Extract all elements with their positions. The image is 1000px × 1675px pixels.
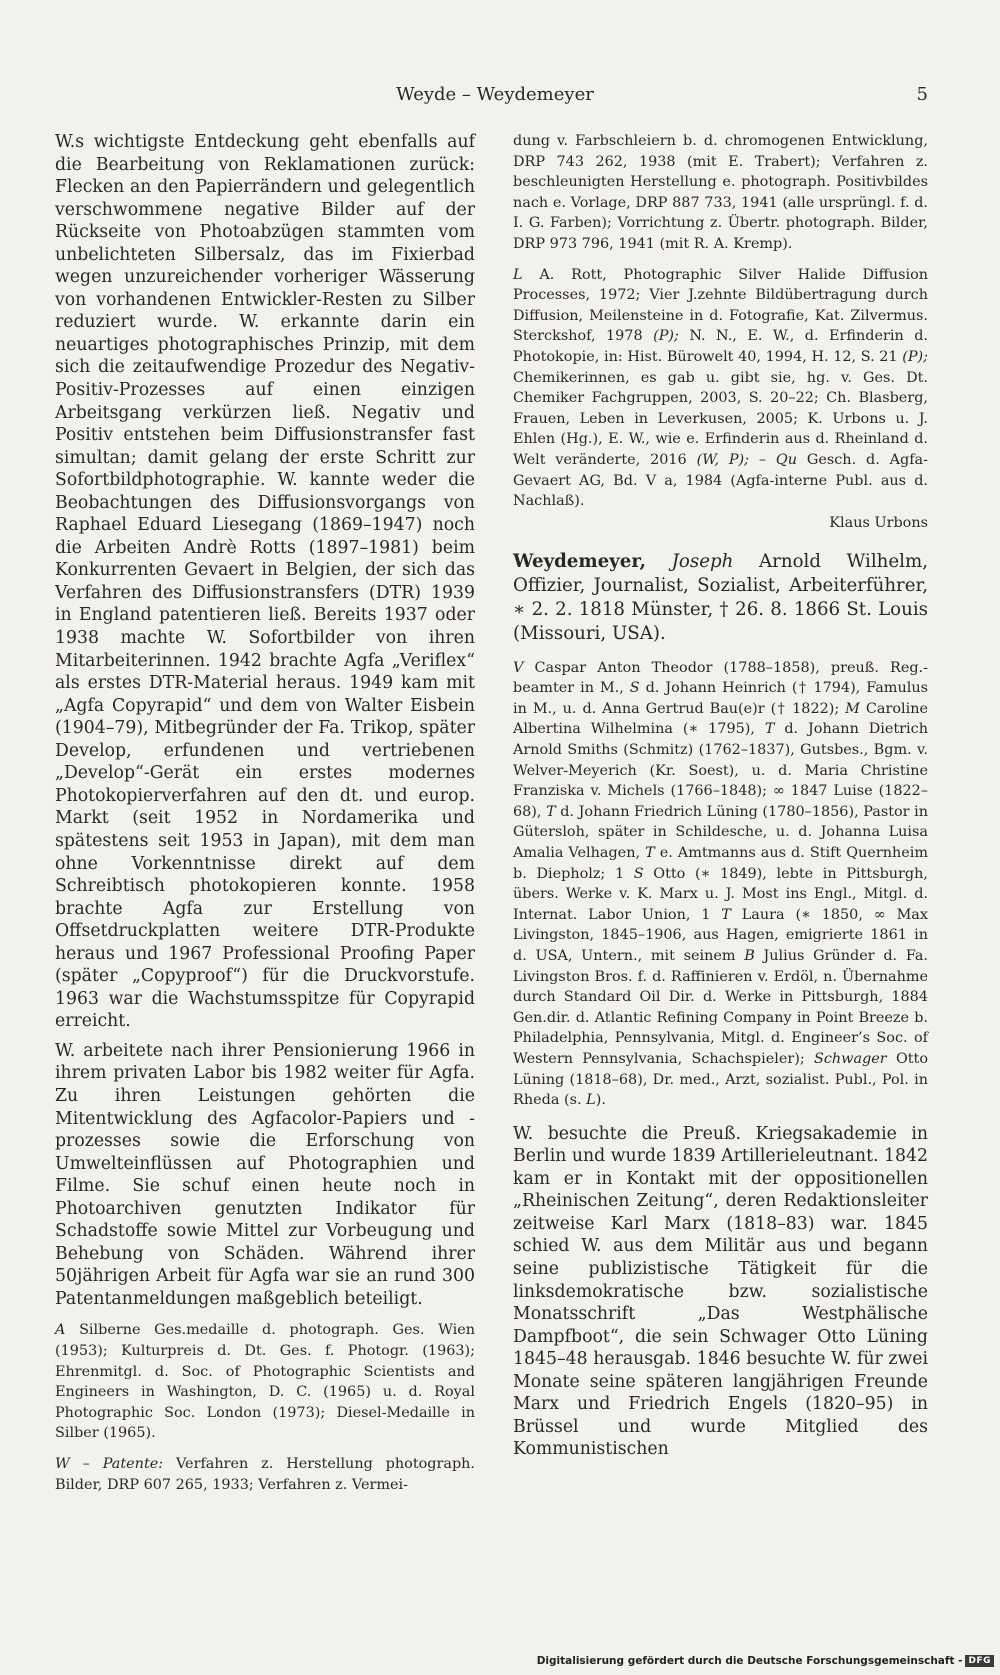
genealogy-marker: T: [764, 721, 775, 738]
works-section: [55, 1454, 475, 1495]
genealogy-text: Laura (∗ 1850, ∞ Max Livingston, 1845–1906, aus Hagen, emigrierte 1861 in d. USA, Untern., mit seinem: [513, 906, 928, 964]
genealogy-section: [513, 658, 928, 1111]
genealogy-marker: T: [546, 803, 556, 820]
running-head: [0, 84, 1000, 108]
lemma-surname: Weydemeyer,: [513, 550, 646, 572]
footer-text: Digitalisierung gefördert durch die Deutsche Forschungsgemeinschaft -: [536, 1655, 963, 1667]
works-marker: W – Patente:: [55, 1456, 164, 1472]
genealogy-text: Julius Gründer d. Fa. Livingston Bros. f. d. Raffinieren v. Erdöl, n. Übernahme durch Standard Oil Dir. d. Werke in Pittsburgh, 1884 Gen.dir. d. Atlantic Refining Company in Point Breeze b. Philadelphia, Pennsylvania, Mitgl. d. Engineer’s Soc. of Western Pennsylvania, Schachspieler);: [513, 948, 928, 1067]
page-number: 5: [916, 84, 928, 105]
dfg-logo: DFG: [965, 1655, 994, 1667]
genealogy-marker: S: [629, 680, 640, 697]
literature-marker: L: [513, 266, 523, 283]
article-author: Klaus Urbons: [829, 514, 928, 531]
left-column: [55, 131, 475, 1495]
running-title: Weyde – Weydemeyer: [396, 84, 594, 105]
awards-text: Silberne Ges.medaille d. photograph. Ges. Wien (1953); Kulturpreis d. Dt. Ges. f. Photogr. (1963); Ehrenmitgl. d. Soc. of Photographic Scientists and Engineers in Washington, D. C. (1965) u. d. Royal Photographic Soc. London (1973); Diesel-Medaille in Silber (1965).: [55, 1322, 476, 1442]
genealogy-text: d. Johann Friedrich Lüning (1780–1856), Pastor in Gütersloh, später in Schildesche, u. d. Johanna Luisa Amalia Velhagen,: [513, 803, 929, 862]
works-text: Verfahren z. Herstellung photograph. Bilder, DRP 607 265, 1933; Verfahren z. Vermei-: [55, 1456, 475, 1493]
genealogy-text: Otto Lüning (1818–68), Dr. med., Arzt, sozialist. Publ., Pol. in Rheda (s.: [513, 1050, 928, 1109]
awards-marker: A: [55, 1322, 66, 1339]
awards-section: [55, 1320, 475, 1444]
body-paragraph-2: W. arbeitete nach ihrer Pensionierung 1966 in ihrem privaten Labor bis 1982 weiter für Agfa. Zu ihren Leistungen gehörten die Mitentwicklung des Agfacolor-Papiers und -prozesses sowie die Erforschung von Umwelteinflüssen auf Photographien und Filme. Sie schuf einen heute noch in Photoarchiven genutzten Indikator für Schadstoffe sowie Mittel zur Vorbeugung und Behebung von Schäden. Während ihrer 50jährigen Arbeit für Agfa war sie an rund 300 Patentanmeldungen maßgeblich beteiligt.: [55, 1040, 475, 1309]
literature-portrait-note: (P);: [902, 348, 928, 365]
genealogy-text: Caspar Anton Theodor (1788–1858), preuß. Reg.-beamter in M.,: [513, 659, 928, 697]
digitization-footer: [537, 1653, 994, 1669]
lemma-firstname: Joseph: [671, 550, 734, 572]
genealogy-marker: Schwager: [813, 1050, 887, 1067]
lemma-details: Arnold Wilhelm, Offizier, Journalist, Sozialist, Arbeiterführer, ∗ 2. 2. 1818 Münster, † 26. 8. 1866 St. Louis (Missouri, USA).: [513, 550, 928, 644]
genealogy-text: d. Johann Heinrich († 1794), Famulus in M., u. d. Anna Gertrud Bau(e)r († 1822);: [513, 680, 928, 717]
genealogy-marker: V: [513, 659, 524, 676]
biography-paragraph: W. besuchte die Preuß. Kriegsakademie in Berlin und wurde 1839 Artillerieleutnant. 1842 kam er in Kontakt mit der oppositionellen „Rheinischen Zeitung“, deren Redaktionsleiter zeitweise Karl Marx (1818–83) war. 1845 schied W. aus dem Militär aus und begann seine publizistische Tätigkeit für die linksdemokratische bzw. sozialistische Monatsschrift „Das Westphälische Dampfboot“, die sein Schwager Otto Lüning 1845–48 herausgab. 1846 besuchte W. für zwei Monate seine späteren langjährigen Freunde Marx und Friedrich Engels (1820–95) in Brüssel und wurde Mitglied des Kommunistischen: [513, 1123, 928, 1460]
lemma-heading: [513, 550, 928, 646]
literature-text-a: A. Rott, Photographic Silver Halide Diffusion Processes, 1972; Vier J.zehnte Bildübertragung durch Diffusion, Meilensteine in d. Fotografie, Kat. Zilvermus. Sterckshof, 1978: [513, 266, 928, 345]
literature-text-d: Gesch. d. Agfa-Gevaert AG, Bd. V a, 1984 (Agfa-interne Publ. aus d. Nachlaß).: [513, 451, 929, 510]
body-paragraph-1: W.s wichtigste Entdeckung geht ebenfalls auf die Bearbeitung von Reklamationen zurück: Flecken an den Papierrändern und gelegentlich verschwommene negative Bilder auf der Rückseite von Photoabzügen stammten vom unbelichteten Silbersalz, das im Fixierbad wegen unzureichender vorheriger Wässerung von vorhandenen Entwickler-Resten zu Silber reduziert wurde. W. erkannte darin ein neuartiges photographisches Prinzip, mit dem sich die zeitaufwendige Prozedur des Negativ-Positiv-Prozesses auf einen einzigen Arbeitsgang verkürzen ließ. Negativ und Positiv entstehen beim Diffusionstransfer fast simultan; damit gelang der erste Schritt zur Sofortbildphotographie. W. kannte weder die Beobachtungen des Diffusionsvorgangs von Raphael Eduard Liesegang (1869–1947) noch die Arbeiten Andrè Rotts (1897–1981) beim Konkurrenten Gevaert in Belgien, der sich das Verfahren des Diffusionstransfers (DTR) 1939 in England patentieren ließ. Bereits 1937 oder 1938 machte W. Sofortbilder von ihren Mitarbeiterinnen. 1942 brachte Agfa „Veriflex“ als erstes DTR-Material heraus. 1949 kam mit „Agfa Copyrapid“ und dem von Walter Eisbein (1904–79), Mitbegründer der Fa. Trikop, später Develop, erfundenen und vertriebenen „Develop“-Gerät ein erstes modernes Photokopierverfahren auf den dt. und europ. Markt (seit 1952 in Nordamerika und spätestens seit 1953 in Japan), mit dem man ohne Vorkenntnisse direkt auf dem Schreibtisch photokopieren konnte. 1958 brachte Agfa zur Erstellung von Offsetdruckplatten weitere DTR-Produkte heraus und 1967 Professional Proofing Paper (später „Copyproof“) für die Druckvorstufe. 1963 war die Wachstumsspitze für Copyrapid erreicht.: [55, 132, 475, 1032]
literature-sources-marker: (W, P); – Qu: [696, 451, 797, 468]
literature-section: [513, 265, 928, 512]
literature-text-c: Chemikerinnen, es gab u. gibt sie, hg. v. Ges. Dt. Chemiker Fachgruppen, 2003, S. 20–22; Ch. Blasberg, Frauen, Leben in Leverkusen, 2005; K. Urbons u. J. Ehlen (Hg.), E. W., wie e. Erfinderin aus d. Rheinland d. Welt veränderte, 2016: [513, 369, 928, 468]
literature-portrait-note: (P);: [653, 328, 679, 345]
genealogy-marker: B: [744, 948, 755, 964]
genealogy-marker: T: [721, 906, 731, 923]
genealogy-marker: S: [633, 865, 644, 882]
genealogy-text: Otto (∗ 1849), lebte in Pittsburgh, übers. Werke v. K. Marx u. J. Most ins Engl., Mitgl. d. Internat. Labor Union, 1: [513, 865, 928, 923]
works-continued: dung v. Farbschleiern b. d. chromogenen Entwicklung, DRP 743 262, 1938 (mit E. Trabert); Verfahren z. beschleunigten Herstellung e. photograph. Positivbildes nach e. Vorlage, DRP 887 733, 1941 (alle ursprüngl. f. d. I. G. Farben); Vorrichtung z. Übertr. photograph. Bilder, DRP 973 796, 1941 (mit R. A. Kremp).: [513, 133, 928, 252]
literature-text-b: N. N., E. W., d. Erfinderin d. Photokopie, in: Hist. Bürowelt 40, 1994, H. 12, S. 21: [513, 328, 928, 365]
genealogy-marker: M: [845, 700, 860, 717]
genealogy-marker: T: [645, 845, 655, 862]
right-column: [513, 131, 928, 1461]
genealogy-text: Caroline Albertina Wilhelmina (∗ 1795),: [513, 700, 928, 738]
genealogy-marker: L: [586, 1092, 596, 1109]
genealogy-text: d. Johann Dietrich Arnold Smiths (Schmitz) (1762–1837), Gutsbes., Bgm. v. Welver-Meyerich (Kr. Soest), u. d. Maria Christine Franziska v. Michels (1766–1848); ∞ 1847 Luise (1822–68),: [513, 721, 928, 820]
genealogy-text: e. Amtmanns aus d. Stift Quernheim b. Diepholz; 1: [513, 845, 928, 882]
genealogy-text: ).: [595, 1092, 606, 1109]
